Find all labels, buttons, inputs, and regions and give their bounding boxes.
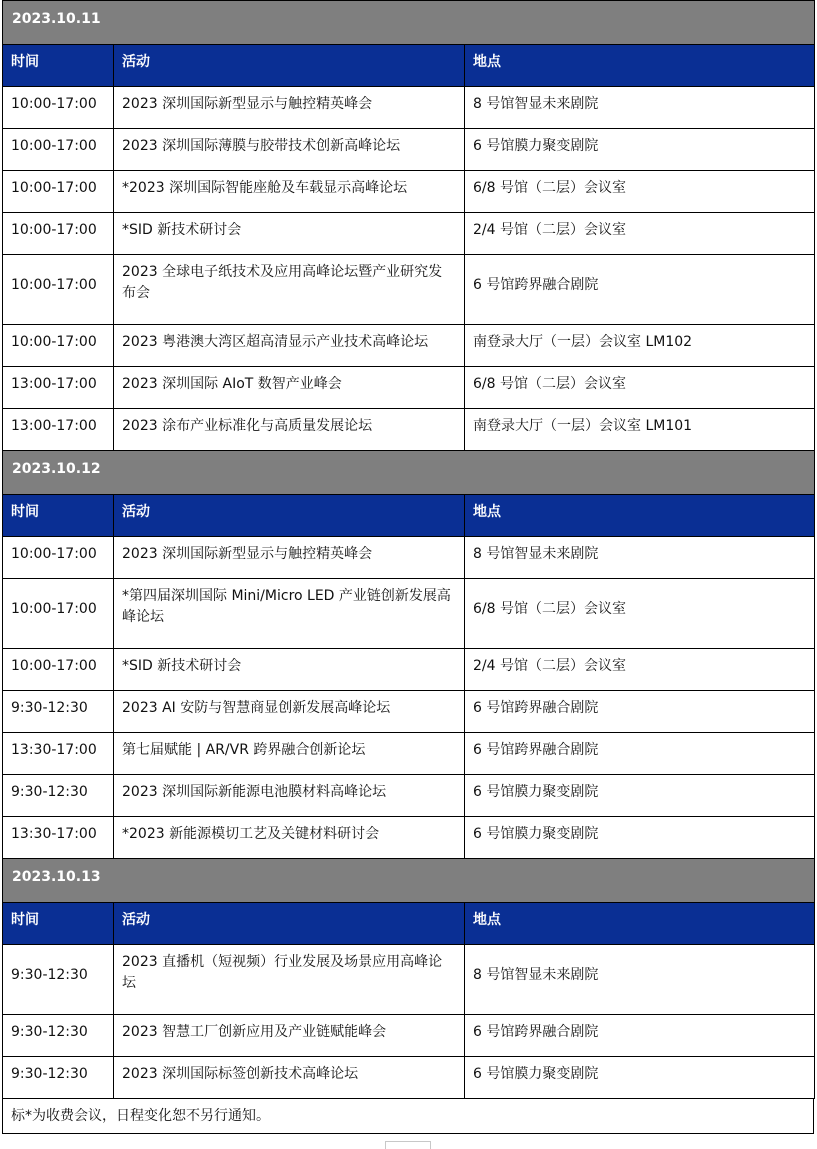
date-heading: 2023.10.11 — [3, 1, 815, 45]
activity-cell: 2023 深圳国际薄膜与胶带技术创新高峰论坛 — [114, 129, 465, 171]
time-cell: 9:30-12:30 — [3, 691, 114, 733]
schedule-document — [2, 0, 814, 1134]
activity-cell: 2023 涂布产业标准化与高质量发展论坛 — [114, 409, 465, 451]
location-cell: 2/4 号馆（二层）会议室 — [465, 649, 815, 691]
activity-cell: 2023 深圳国际标签创新技术高峰论坛 — [114, 1057, 465, 1099]
activity-cell: 2023 直播机（短视频）行业发展及场景应用高峰论坛 — [114, 945, 465, 1015]
location-cell: 8 号馆智显未来剧院 — [465, 537, 815, 579]
activity-cell: *SID 新技术研讨会 — [114, 649, 465, 691]
time-cell: 10:00-17:00 — [3, 213, 114, 255]
location-cell: 南登录大厅（一层）会议室 LM102 — [465, 325, 815, 367]
schedule-table — [2, 0, 815, 1099]
table-row — [3, 1015, 815, 1057]
date-row — [3, 1, 815, 45]
table-row — [3, 775, 815, 817]
time-cell: 10:00-17:00 — [3, 649, 114, 691]
location-cell: 8 号馆智显未来剧院 — [465, 87, 815, 129]
location-cell: 6 号馆膜力聚变剧院 — [465, 775, 815, 817]
time-cell: 10:00-17:00 — [3, 129, 114, 171]
table-row — [3, 649, 815, 691]
location-cell: 6 号馆跨界融合剧院 — [465, 733, 815, 775]
table-row — [3, 691, 815, 733]
date-heading: 2023.10.12 — [3, 451, 815, 495]
activity-cell: 2023 粤港澳大湾区超高清显示产业技术高峰论坛 — [114, 325, 465, 367]
activity-cell: *SID 新技术研讨会 — [114, 213, 465, 255]
activity-cell: 2023 全球电子纸技术及应用高峰论坛暨产业研究发布会 — [114, 255, 465, 325]
time-cell: 9:30-12:30 — [3, 945, 114, 1015]
activity-cell: 2023 深圳国际 AIoT 数智产业峰会 — [114, 367, 465, 409]
activity-cell: 2023 AI 安防与智慧商显创新发展高峰论坛 — [114, 691, 465, 733]
location-cell: 6 号馆跨界融合剧院 — [465, 1015, 815, 1057]
table-row — [3, 367, 815, 409]
time-cell: 9:30-12:30 — [3, 1057, 114, 1099]
page-break-marker — [385, 1141, 431, 1149]
header-time: 时间 — [3, 45, 114, 87]
header-time: 时间 — [3, 495, 114, 537]
location-cell: 8 号馆智显未来剧院 — [465, 945, 815, 1015]
time-cell: 9:30-12:30 — [3, 775, 114, 817]
time-cell: 10:00-17:00 — [3, 579, 114, 649]
header-activity: 活动 — [114, 45, 465, 87]
time-cell: 13:00-17:00 — [3, 367, 114, 409]
activity-cell: 2023 深圳国际新能源电池膜材料高峰论坛 — [114, 775, 465, 817]
activity-cell: 2023 深圳国际新型显示与触控精英峰会 — [114, 537, 465, 579]
location-cell: 6 号馆跨界融合剧院 — [465, 255, 815, 325]
table-row — [3, 1057, 815, 1099]
location-cell: 6/8 号馆（二层）会议室 — [465, 579, 815, 649]
header-location: 地点 — [465, 495, 815, 537]
table-row — [3, 733, 815, 775]
table-row — [3, 171, 815, 213]
time-cell: 10:00-17:00 — [3, 255, 114, 325]
header-location: 地点 — [465, 903, 815, 945]
table-row — [3, 579, 815, 649]
table-row — [3, 129, 815, 171]
location-cell: 6/8 号馆（二层）会议室 — [465, 171, 815, 213]
time-cell: 13:30-17:00 — [3, 817, 114, 859]
location-cell: 6 号馆膜力聚变剧院 — [465, 1057, 815, 1099]
activity-cell: *2023 深圳国际智能座舱及车载显示高峰论坛 — [114, 171, 465, 213]
time-cell: 10:00-17:00 — [3, 537, 114, 579]
location-cell: 6 号馆膜力聚变剧院 — [465, 817, 815, 859]
header-activity: 活动 — [114, 903, 465, 945]
activity-cell: *2023 新能源模切工艺及关键材料研讨会 — [114, 817, 465, 859]
table-row — [3, 325, 815, 367]
table-row — [3, 255, 815, 325]
location-cell: 6 号馆跨界融合剧院 — [465, 691, 815, 733]
table-row — [3, 537, 815, 579]
location-cell: 2/4 号馆（二层）会议室 — [465, 213, 815, 255]
time-cell: 13:00-17:00 — [3, 409, 114, 451]
date-row — [3, 859, 815, 903]
header-row — [3, 903, 815, 945]
date-row — [3, 451, 815, 495]
activity-cell: 2023 深圳国际新型显示与触控精英峰会 — [114, 87, 465, 129]
header-location: 地点 — [465, 45, 815, 87]
header-row — [3, 495, 815, 537]
header-time: 时间 — [3, 903, 114, 945]
header-activity: 活动 — [114, 495, 465, 537]
activity-cell: *第四届深圳国际 Mini/Micro LED 产业链创新发展高峰论坛 — [114, 579, 465, 649]
location-cell: 6/8 号馆（二层）会议室 — [465, 367, 815, 409]
time-cell: 10:00-17:00 — [3, 87, 114, 129]
table-row — [3, 87, 815, 129]
date-heading: 2023.10.13 — [3, 859, 815, 903]
time-cell: 9:30-12:30 — [3, 1015, 114, 1057]
location-cell: 6 号馆膜力聚变剧院 — [465, 129, 815, 171]
activity-cell: 第七届赋能 | AR/VR 跨界融合创新论坛 — [114, 733, 465, 775]
table-row — [3, 945, 815, 1015]
header-row — [3, 45, 815, 87]
location-cell: 南登录大厅（一层）会议室 LM101 — [465, 409, 815, 451]
time-cell: 10:00-17:00 — [3, 325, 114, 367]
table-row — [3, 409, 815, 451]
time-cell: 10:00-17:00 — [3, 171, 114, 213]
footnote: 标*为收费会议，日程变化恕不另行通知。 — [2, 1099, 814, 1134]
time-cell: 13:30-17:00 — [3, 733, 114, 775]
table-row — [3, 817, 815, 859]
table-row — [3, 213, 815, 255]
activity-cell: 2023 智慧工厂创新应用及产业链赋能峰会 — [114, 1015, 465, 1057]
